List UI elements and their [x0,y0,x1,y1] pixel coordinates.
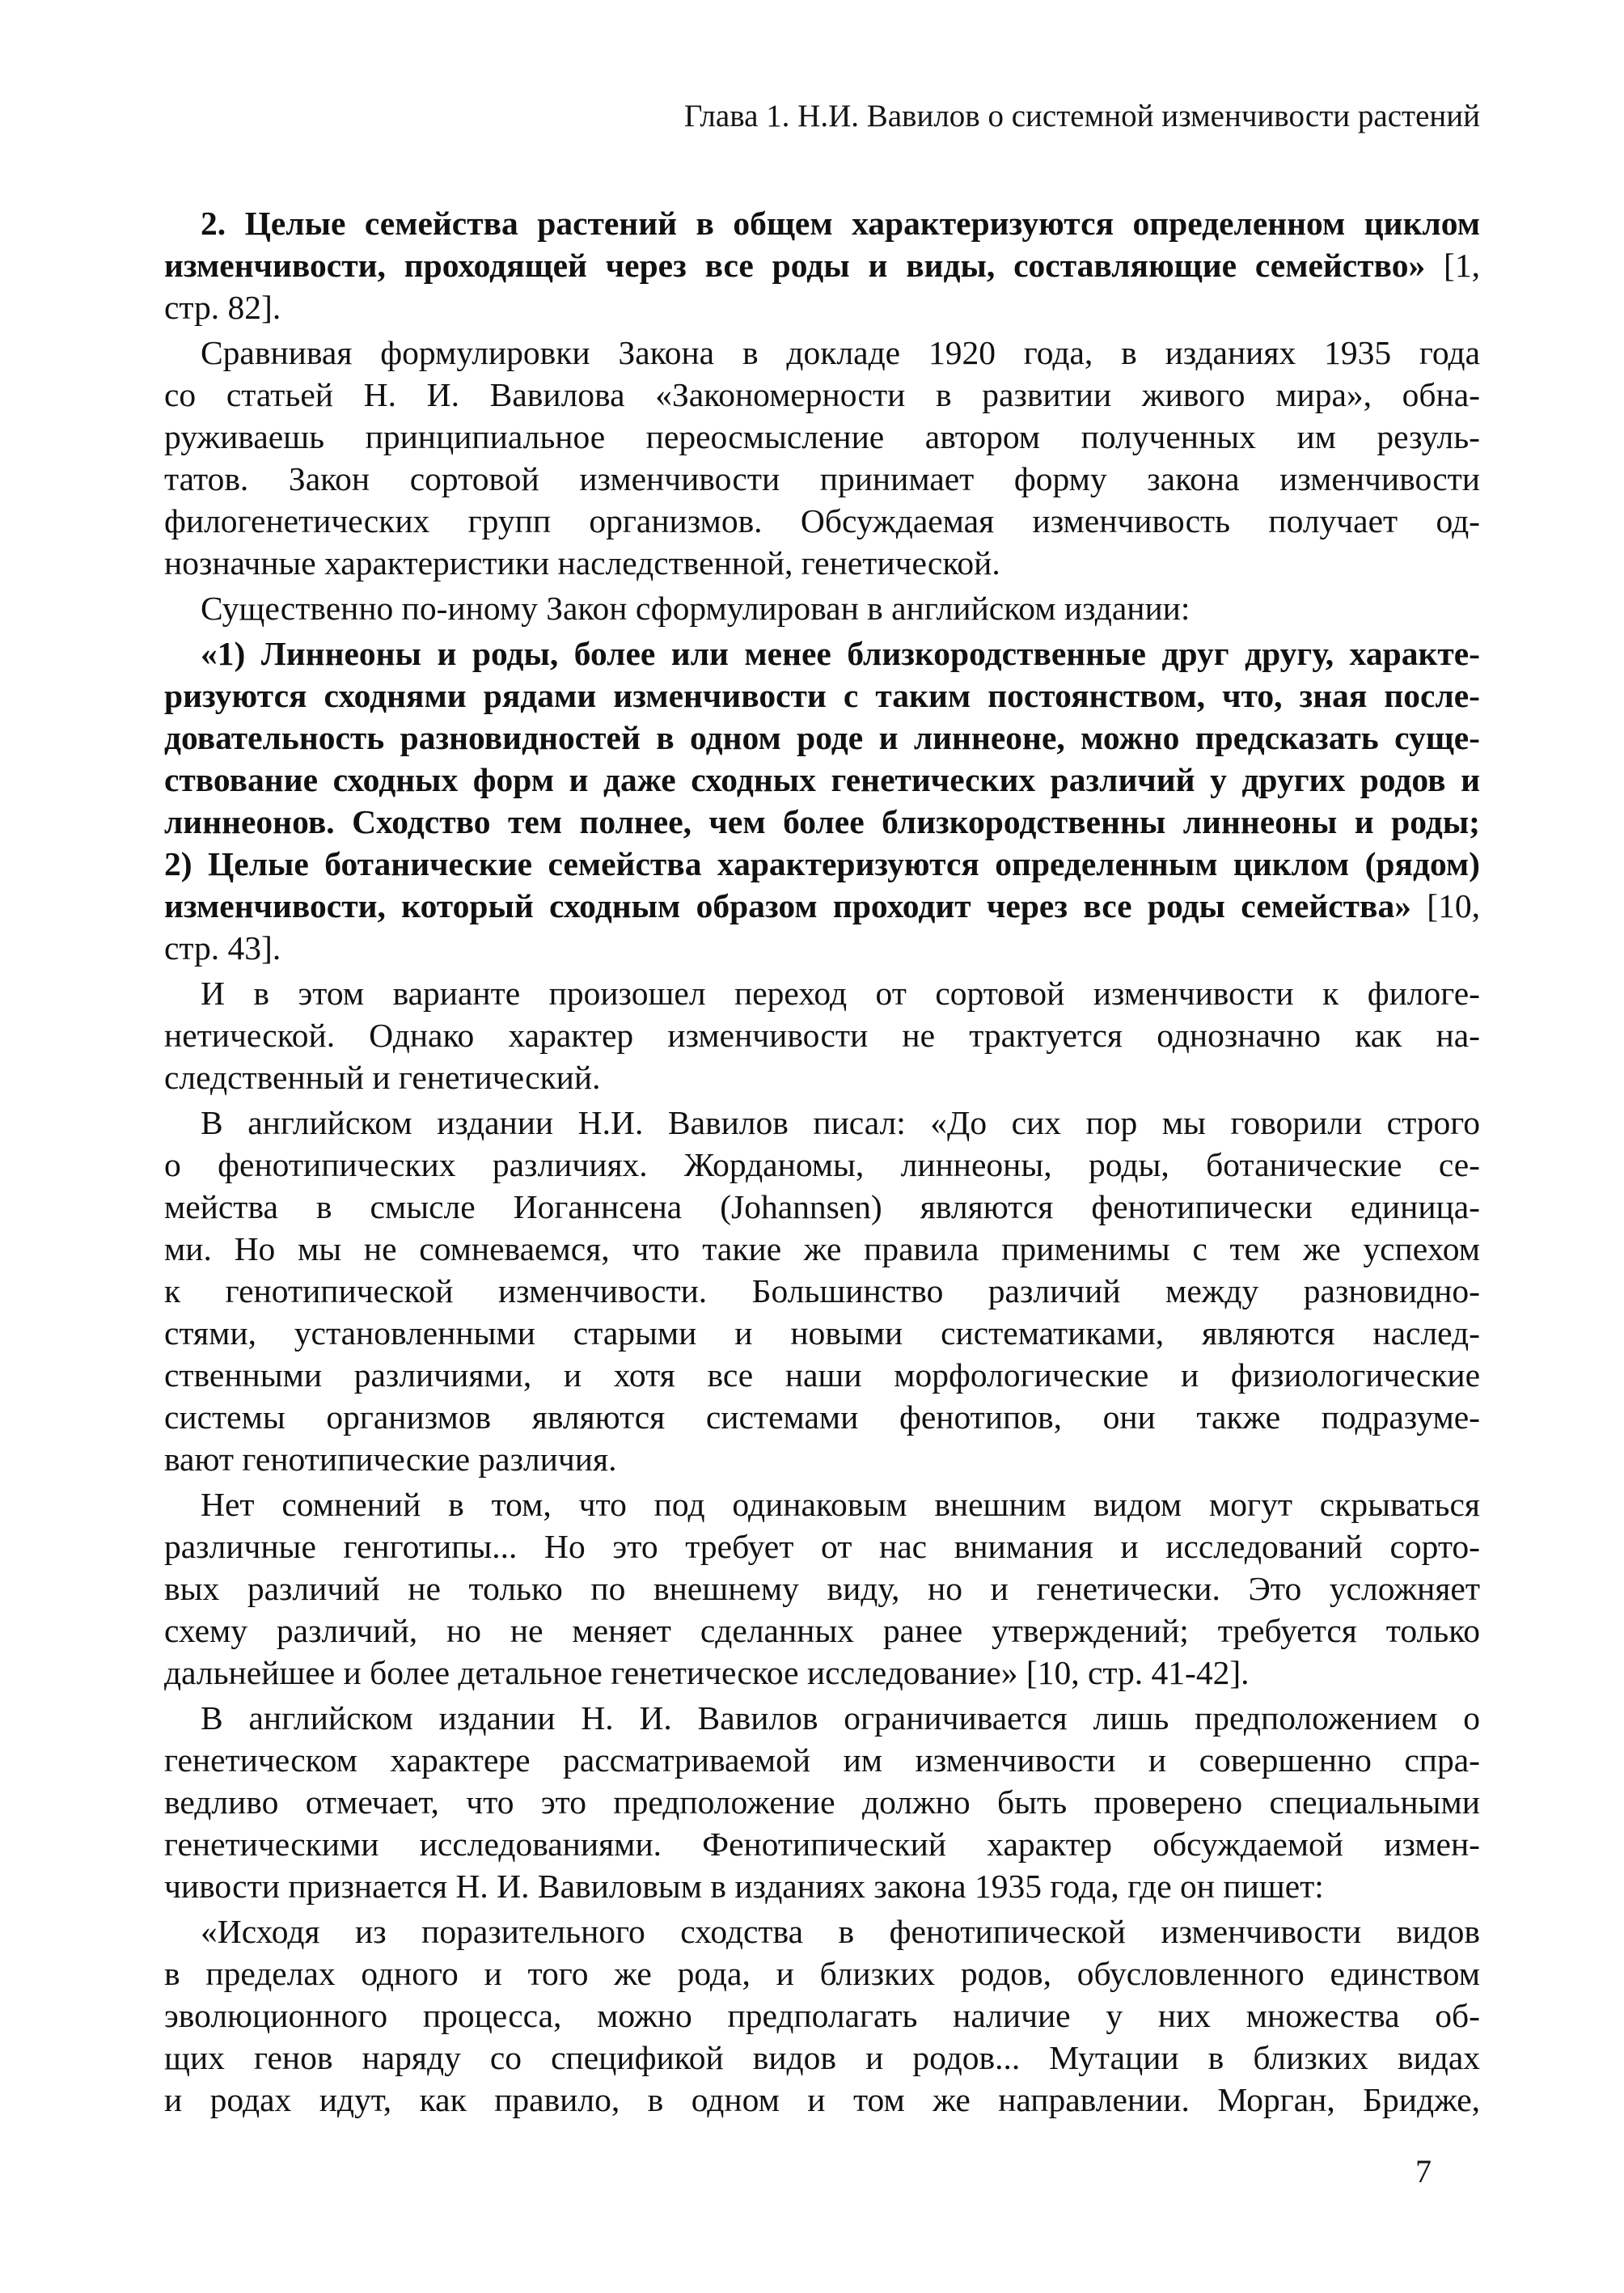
bold-text: 2. Целые семейства растений в общем характеризуются определенном циклом [201,205,1480,242]
text: схему различий, но не меняет сделанных ранее утверждений; требуется только [164,1612,1480,1649]
text-line [164,542,1480,584]
text: стями, установленными старыми и новыми систематиками, являются наслед- [164,1314,1480,1352]
text-line [164,632,1480,675]
text-line [164,1354,1480,1396]
running-head: Глава 1. Н.И. Вавилов о системной изменчивости растений [683,99,1480,133]
text-line [164,843,1480,885]
text: эволюционного процесса, можно предполагать наличие у них множества об- [164,1997,1480,2034]
text: Нет сомнений в том, что под одинаковым внешним видом могут скрываться [201,1486,1480,1523]
text: системы организмов являются системами фенотипов, они также подразуме- [164,1398,1480,1436]
text: следственный и генетический. [164,1059,601,1096]
paragraph [164,1697,1480,1907]
text-line [164,1739,1480,1781]
text: о фенотипических различиях. Жорданомы, линнеоны, роды, ботанические се- [164,1146,1480,1183]
text: чивости признается Н. И. Вавиловым в изданиях закона 1935 года, где он пишет: [164,1868,1324,1905]
paragraph [164,202,1480,328]
text-line [164,885,1480,927]
text-line [164,1525,1480,1567]
bold-text: изменчивости, который сходным образом проходит через все роды семейства» [164,887,1411,924]
bold-text: «1) Линнеоны и роды, более или менее близкородственные друг другу, характе- [201,635,1480,672]
paragraph [164,632,1480,969]
text: генетическом характере рассматриваемой им изменчивости и совершенно спра- [164,1741,1480,1779]
text-line [164,1610,1480,1652]
text-line [164,1312,1480,1354]
text: нетической. Однако характер изменчивости не трактуется однозначно как на- [164,1017,1480,1054]
text-line [164,1396,1480,1438]
text: различные генготипы... Но это требует от нас внимания и исследований сорто- [164,1528,1480,1565]
text: и родах идут, как правило, в одном и том же направлении. Морган, Бридже, [164,2081,1480,2118]
bold-text: 2) Целые ботанические семейства характеризуются определенным циклом (рядом) [164,845,1480,882]
text-line [164,1186,1480,1228]
bold-text: довательность разновидностей в одном роде и линнеоне, можно предсказать суще- [164,719,1480,756]
text: Существенно по-иному Закон сформулирован в английском издании: [201,590,1191,627]
text: мейства в смысле Иоганнсена (Johannsen) являются фенотипически единица- [164,1188,1480,1225]
bold-text: изменчивости, проходящей через все роды и виды, составляющие семейство» [164,247,1426,284]
text: дальнейшее и более детальное генетическое исследование» [10, стр. 41-42]. [164,1654,1250,1691]
text-line [164,801,1480,843]
text-line [164,458,1480,500]
text: татов. Закон сортовой изменчивости принимает форму закона изменчивости [164,460,1480,497]
text-line [164,1228,1480,1270]
text-line [164,374,1480,416]
text-line [164,1781,1480,1823]
text-line [164,1270,1480,1312]
text-line [164,1865,1480,1907]
page-number: 7 [1415,2153,1432,2189]
text-line [164,1952,1480,1995]
paragraph [164,587,1480,629]
text: генетическими исследованиями. Фенотипический характер обсуждаемой измен- [164,1826,1480,1863]
text-line [164,717,1480,759]
text: филогенетических групп организмов. Обсуждаемая изменчивость получает од- [164,502,1480,539]
text-line [164,244,1480,286]
paragraph [164,332,1480,584]
text: щих генов наряду со спецификой видов и родов... Мутации в близких видах [164,2039,1480,2076]
text: ми. Но мы не сомневаемся, что такие же правила применимы с тем же успехом [164,1230,1480,1267]
text-line [164,927,1480,969]
text: ведливо отмечает, что это предположение должно быть проверено специальными [164,1783,1480,1821]
paragraph [164,1910,1480,2121]
text: В английском издании Н.И. Вавилов писал: «До сих пор мы говорили строго [201,1104,1480,1141]
text-line [164,1014,1480,1056]
text: И в этом варианте произошел переход от сортовой изменчивости к филоге- [201,975,1480,1012]
text: стр. 43]. [164,929,281,967]
text: [1, [1425,247,1480,284]
paragraph [164,1102,1480,1480]
text-line [164,1652,1480,1694]
text: со статьей Н. И. Вавилова «Закономерности в развитии живого мира», обна- [164,376,1480,413]
text-line [164,1567,1480,1610]
text-line [164,675,1480,717]
text-line [164,759,1480,801]
page-body-text [164,202,1480,2124]
text-line [164,1102,1480,1144]
text: нозначные характеристики наследственной, генетической. [164,544,1000,582]
paragraph [164,1483,1480,1694]
text: Сравнивая формулировки Закона в докладе 1920 года, в изданиях 1935 года [201,334,1480,371]
bold-text: ствование сходных форм и даже сходных генетических различий у других родов и [164,761,1480,798]
text-line [164,587,1480,629]
text-line [164,202,1480,244]
text-line [164,972,1480,1014]
bold-text: линнеонов. Сходство тем полнее, чем более близкородственны линнеоны и роды; [164,803,1480,840]
text: [10, [1410,887,1480,924]
text-line [164,286,1480,328]
text: «Исходя из поразительного сходства в фенотипической изменчивости видов [201,1913,1480,1950]
text-line [164,2037,1480,2079]
text-line [164,332,1480,374]
text: стр. 82]. [164,289,281,326]
text-line [164,416,1480,458]
text-line [164,1823,1480,1865]
text-line [164,1483,1480,1525]
bold-text: ризуются сходнями рядами изменчивости с таким постоянством, что, зная после- [164,677,1480,714]
text: вых различий не только по внешнему виду, но и генетически. Это усложняет [164,1570,1480,1607]
text: В английском издании Н. И. Вавилов ограничивается лишь предположением о [201,1699,1480,1737]
text-line [164,1056,1480,1098]
text-line [164,1697,1480,1739]
text-line [164,1144,1480,1186]
text: в пределах одного и того же рода, и близких родов, обусловленного единством [164,1955,1480,1992]
text: к генотипической изменчивости. Большинство различий между разновидно- [164,1272,1480,1309]
text: ственными различиями, и хотя все наши морфологические и физиологические [164,1356,1480,1394]
text: руживаешь принципиальное переосмысление автором полученных им резуль- [164,418,1480,455]
text-line [164,2079,1480,2121]
text-line [164,1995,1480,2037]
text-line [164,1438,1480,1480]
text: вают генотипические различия. [164,1441,617,1478]
text-line [164,1910,1480,1952]
text-line [164,500,1480,542]
paragraph [164,972,1480,1098]
